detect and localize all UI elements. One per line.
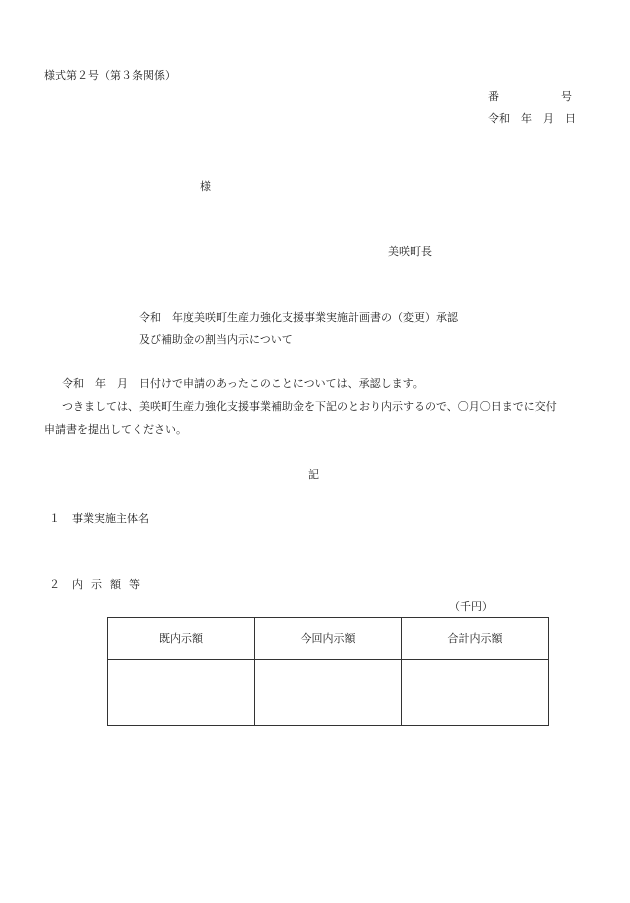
subject-line-2: 及び補助金の割当内示について [139,333,293,346]
date-era: 令和 [488,112,510,125]
date-month: 月 [543,112,554,125]
form-label: 様式第２号（第３条関係） [44,69,176,82]
body-line-1: 令和 年 月 日付けで申請のあったこのことについては、承認します。 [62,377,424,390]
table-unit: （千円） [449,600,493,613]
item-2-text: 内示額等 [72,578,148,591]
existing-amount-cell [108,660,255,726]
current-amount-cell [255,660,402,726]
addressee: 様 [200,180,211,193]
item-1-text: 事業実施主体名 [72,512,149,525]
item-1-number: １ [49,512,60,525]
table-header-row [108,618,549,660]
item-2-number: ２ [49,578,60,591]
body-line-2: つきましては、美咲町生産力強化支援事業補助金を下記のとおり内示するので、〇月〇日までに交付 [62,400,557,413]
amount-table [107,617,549,726]
item-2 [49,579,148,590]
subject-line-1: 令和 年度美咲町生産力強化支援事業実施計画書の（変更）承認 [139,311,458,324]
date-day: 日 [565,112,576,125]
table-row [108,660,549,726]
header-current-amount: 今回内示額 [255,618,402,660]
number-prefix: 番 [488,90,499,103]
body-line-3: 申請書を提出してください。 [44,423,187,436]
document-date [488,113,576,124]
ki-heading: 記 [308,468,319,481]
number-suffix: 号 [561,90,572,103]
date-year: 年 [521,112,532,125]
document-number [488,91,572,102]
header-existing-amount: 既内示額 [108,618,255,660]
item-1 [49,513,149,524]
total-amount-cell [402,660,549,726]
sender: 美咲町長 [388,245,432,258]
header-total-amount: 合計内示額 [402,618,549,660]
